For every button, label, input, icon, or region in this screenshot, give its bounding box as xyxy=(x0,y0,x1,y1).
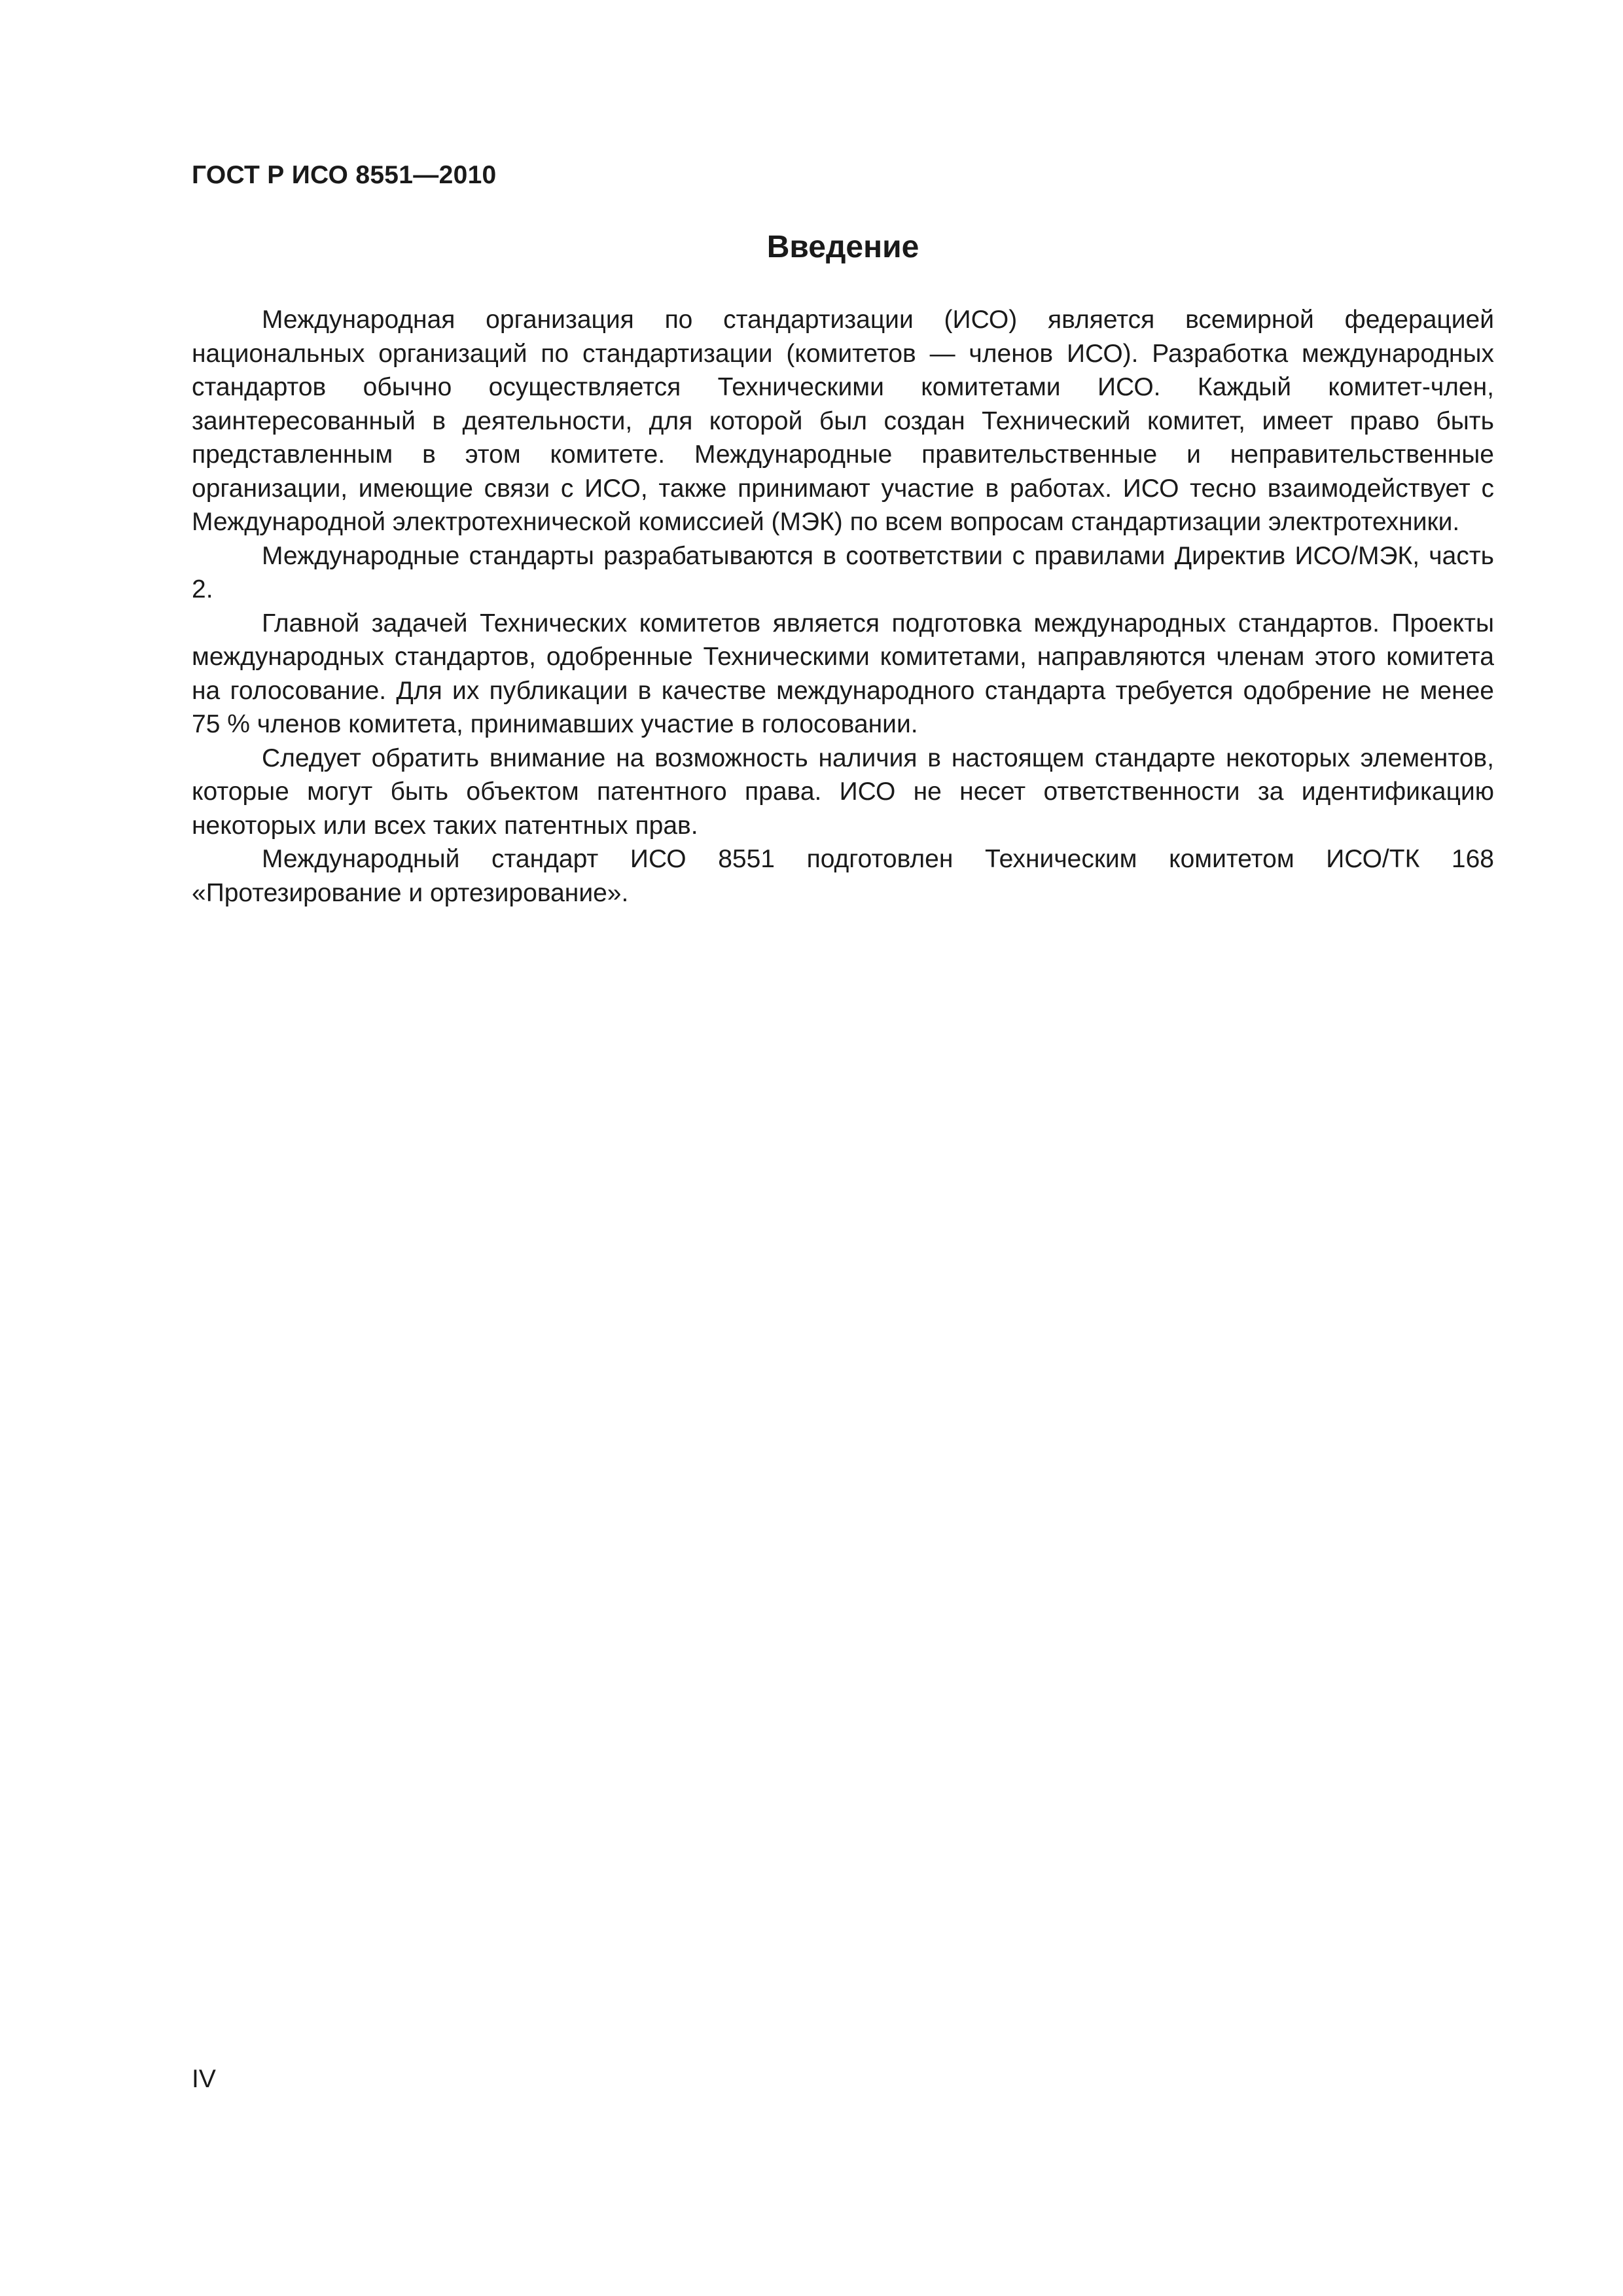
paragraph: Международный стандарт ИСО 8551 подготовлен Техническим комитетом ИСО/ТК 168 «Протезирование и ортезирование». xyxy=(192,845,1494,907)
paragraph: Следует обратить внимание на возможность наличия в настоящем стандарте некоторых элементов, которые могут быть объектом патентного права. ИСО не несет ответственности за идентификацию некоторых или всех таких патентных прав. xyxy=(192,744,1494,840)
page-number: IV xyxy=(192,2065,216,2093)
document-header: ГОСТ Р ИСО 8551—2010 xyxy=(192,161,497,189)
body-text xyxy=(192,303,1494,910)
section-title: Введение xyxy=(766,230,919,264)
paragraph: Международная организация по стандартизации (ИСО) является всемирной федерацией национальных организаций по стандартизации (комитетов — членов ИСО). Разработка международных стандартов обычно осуществляется Техническими комитетами ИСО. Каждый комитет-член, заинтересованный в деятельности, для которой был создан Технический комитет, имеет право быть представленным в этом комитете. Международные правительственные и неправительственные организации, имеющие связи с ИСО, также принимают участие в работах. ИСО тесно взаимодействует с Международной электротехнической комиссией (МЭК) по всем вопросам стандартизации электротехники. xyxy=(192,306,1494,536)
paragraph: Международные стандарты разрабатываются в соответствии с правилами Директив ИСО/МЭК, часть 2. xyxy=(192,541,1494,603)
paragraph: Главной задачей Технических комитетов является подготовка международных стандартов. Проекты международных стандартов, одобренные Техническими комитетами, направляются членам этого комитета на голосование. Для их публикации в качестве международного стандарта требуется одобрение не менее 75 % членов комитета, принимавших участие в голосовании. xyxy=(192,609,1494,738)
